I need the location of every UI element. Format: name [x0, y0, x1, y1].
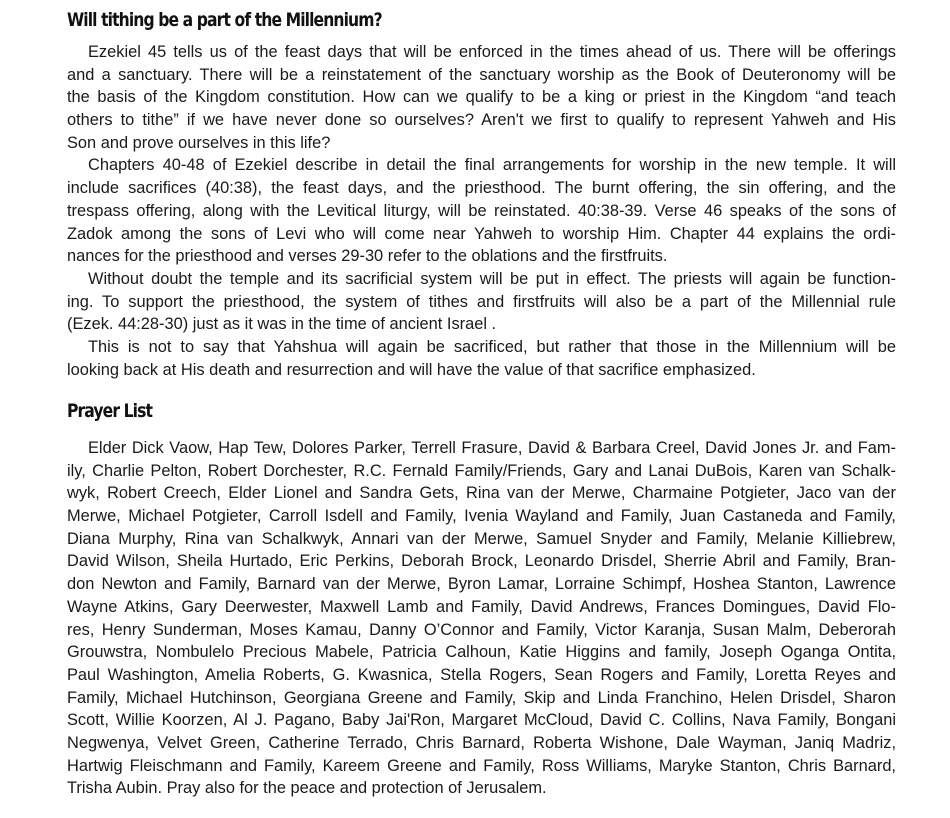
article-line: Son and prove ourselves in this life? [67, 133, 331, 152]
article-heading: Will tithing be a part of the Millennium? [67, 9, 382, 31]
article-line: Chapters 40-48 of Ezekiel describe in detail the final arrangements for worship in the new temple. It will [88, 156, 896, 175]
prayer-list-line: Paul Washington, Amelia Roberts, G. Kwasnica, Stella Rogers, Sean Rogers and Family, Loretta Reyes and [67, 665, 896, 684]
prayer-list-heading: Prayer List [67, 400, 153, 422]
article-line: Ezekiel 45 tells us of the feast days that will be enforced in the times ahead of us. There will be offerings [88, 43, 896, 61]
article-line: This is not to say that Yahshua will again be sacrificed, but rather that those in the Millennium will be [88, 337, 896, 356]
prayer-list-body [67, 437, 896, 800]
prayer-list-line: Grouwstra, Nombulelo Precious Mabele, Patricia Calhoun, Katie Higgins and family, Joseph Oganga Ontita, [67, 643, 896, 662]
article-line: ing. To support the priesthood, the system of tithes and firstfruits will also be a part of the Millennial rule [67, 292, 896, 311]
article-line: include sacrifices (40:38), the feast days, and the priesthood. The burnt offering, the sin offering, and the [67, 179, 896, 198]
prayer-list-line: Diana Murphy, Rina van Schalkwyk, Annari van der Merwe, Samuel Snyder and Family, Melanie Killiebrew, [67, 529, 896, 548]
prayer-list-line: David Wilson, Sheila Hurtado, Eric Perkins, Deborah Brock, Leonardo Drisdel, Sherrie Abril and Family, Bran- [67, 552, 896, 571]
article-line: Zadok among the sons of Levi who will come near Yahweh to worship Him. Chapter 44 explains the ordi- [67, 224, 896, 243]
article-line: the basis of the Kingdom constitution. How can we qualify to be a king or priest in the Kingdom “and teach [67, 88, 896, 107]
article-line: others to tithe” if we have never done so ourselves? Aren't we first to qualify to represent Yahweh and His [67, 111, 896, 130]
article-line: looking back at His death and resurrection and will have the value of that sacrifice emphasized. [67, 360, 756, 379]
prayer-list-line: don Newton and Family, Barnard van der Merwe, Byron Lamar, Lorraine Schimpf, Hoshea Stanton, Lawrence [67, 575, 896, 594]
article-line: trespass offering, along with the Levitical liturgy, will be reinstated. 40:38-39. Verse 46 speaks of the sons of [67, 201, 896, 220]
article-line: (Ezek. 44:28-30) just as it was in the time of ancient Israel . [67, 315, 497, 334]
prayer-list-line: ily, Charlie Pelton, Robert Dorchester, R.C. Fernald Family/Friends, Gary and Lanai DuBois, Karen van Schalk- [67, 461, 896, 480]
prayer-list-line: Negwenya, Velvet Green, Catherine Terrado, Chris Barnard, Roberta Wishone, Dale Wayman, Janiq Madriz, [67, 733, 896, 752]
prayer-list-line: Hartwig Fleischmann and Family, Kareem Greene and Family, Ross Williams, Maryke Stanton, Chris Barnard, [67, 756, 896, 775]
prayer-list-line: Merwe, Michael Potgieter, Carroll Isdell and Family, Ivenia Wayland and Family, Juan Castaneda and Family, [67, 507, 896, 526]
prayer-list-line: Wayne Atkins, Gary Deerwester, Maxwell Lamb and Family, David Andrews, Frances Domingues, David Flo- [67, 597, 896, 616]
prayer-list-line: Scott, Willie Koorzen, Al J. Pagano, Baby Jai'Ron, Margaret McCloud, David C. Collins, Nava Family, Bongani [67, 711, 896, 730]
prayer-list-line: Elder Dick Vaow, Hap Tew, Dolores Parker, Terrell Frasure, David & Barbara Creel, David Jones Jr. and Fam- [88, 439, 896, 457]
article-line: Without doubt the temple and its sacrificial system will be put in effect. The priests will again be function- [88, 269, 896, 288]
prayer-list-line: wyk, Robert Creech, Elder Lionel and Sandra Gets, Rina van der Merwe, Charmaine Potgieter, Jaco van der [67, 484, 896, 503]
prayer-list-line: res, Henry Sunderman, Moses Kamau, Danny O’Connor and Family, Victor Karanja, Susan Malm, Deberorah [67, 620, 896, 639]
article-body [67, 41, 896, 381]
article-line: nances for the priesthood and verses 29-30 refer to the oblations and the firstfruits. [67, 247, 668, 266]
prayer-list-line: Family, Michael Hutchinson, Georgiana Greene and Family, Skip and Linda Franchino, Helen Drisdel, Sharon [67, 688, 896, 707]
prayer-list-line: Trisha Aubin. Pray also for the peace and protection of Jerusalem. [67, 779, 547, 798]
article-line: and a sanctuary. There will be a reinstatement of the sanctuary worship as the Book of Deuteronomy will be [67, 65, 896, 84]
